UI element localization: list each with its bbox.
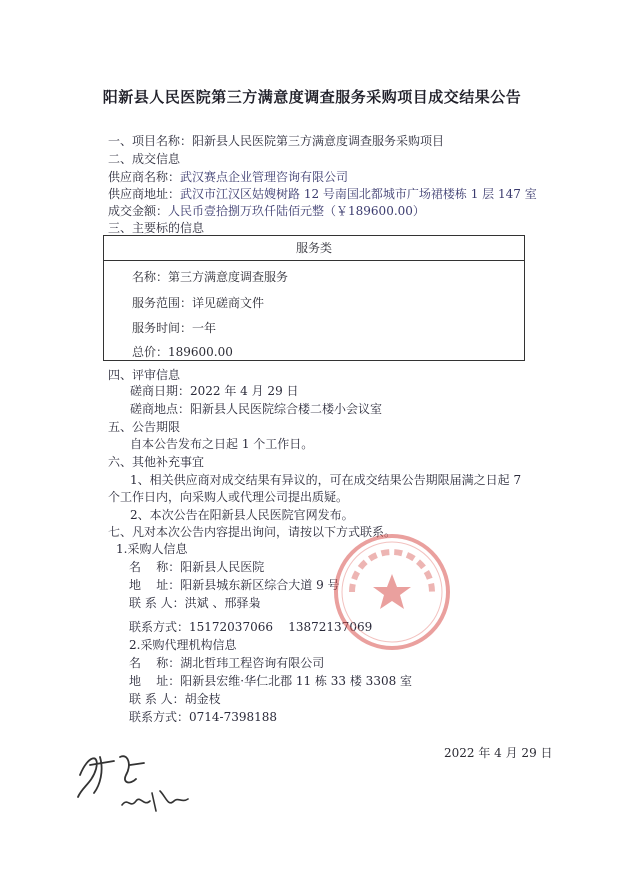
section-period: 五、公告期限 bbox=[108, 420, 181, 434]
announcement-period: 自本公告发布之日起 1 个工作日。 bbox=[130, 437, 314, 451]
table-row-total: 总价：189600.00 bbox=[132, 345, 233, 359]
deal-amount-row bbox=[108, 203, 425, 219]
page-title: 阳新县人民医院第三方满意度调查服务采购项目成交结果公告 bbox=[102, 88, 522, 106]
buyer-info-title: 1.采购人信息 bbox=[116, 542, 188, 556]
table-row-scope: 服务范围：详见磋商文件 bbox=[132, 296, 265, 310]
buyer-phone: 联系方式：15172037066 13872137069 bbox=[129, 620, 373, 634]
supplier-address-label: 供应商地址： bbox=[108, 187, 181, 201]
supplier-name-label: 供应商名称： bbox=[108, 170, 181, 184]
buyer-address: 地 址：阳新县城东新区综合大道 9 号 bbox=[129, 578, 340, 592]
agent-info-title: 2.采购代理机构信息 bbox=[129, 638, 237, 652]
supplier-name: 武汉赛点企业管理咨询有限公司 bbox=[180, 170, 349, 184]
section-deal-info: 二、成交信息 bbox=[108, 152, 181, 166]
section-supplement: 六、其他补充事宜 bbox=[108, 455, 205, 469]
supplier-address: 武汉市江汉区姑嫂树路 12 号南国北都城市广场裙楼栋 1 层 147 室 bbox=[180, 187, 537, 201]
section-main-subject: 三、主要标的信息 bbox=[108, 221, 205, 235]
subject-table bbox=[103, 235, 525, 361]
announcement-date: 2022 年 4 月 29 日 bbox=[444, 746, 553, 760]
agent-phone: 联系方式：0714-7398188 bbox=[129, 710, 278, 724]
deal-amount-label: 成交金额： bbox=[108, 204, 169, 218]
table-header: 服务类 bbox=[104, 236, 524, 261]
official-seal-icon bbox=[330, 530, 454, 654]
supplier-address-row bbox=[108, 186, 537, 202]
note-1-line-1: 1、相关供应商对成交结果有异议的，可在成交结果公告期限届满之日起 7 bbox=[130, 473, 522, 487]
note-2: 2、本次公告在阳新县人民医院官网发布。 bbox=[130, 508, 354, 522]
review-place: 磋商地点：阳新县人民医院综合楼二楼小会议室 bbox=[130, 402, 383, 416]
agent-contact: 联 系 人：胡金枝 bbox=[129, 692, 221, 706]
agent-name: 名 称：湖北哲玮工程咨询有限公司 bbox=[129, 656, 325, 670]
note-1-line-2: 个工作日内，向采购人或代理公司提出质疑。 bbox=[108, 490, 349, 504]
supplier-name-row bbox=[108, 169, 348, 185]
buyer-contact: 联 系 人：洪斌 、邢驿枭 bbox=[129, 596, 261, 610]
deal-amount: 人民币壹拾捌万玖仟陆佰元整（￥189600.00） bbox=[168, 204, 425, 218]
signature-icon bbox=[70, 735, 200, 825]
buyer-name: 名 称：阳新县人民医院 bbox=[129, 560, 265, 574]
table-row-time: 服务时间：一年 bbox=[132, 321, 217, 335]
section-review: 四、评审信息 bbox=[108, 368, 181, 382]
section-contact: 七、凡对本次公告内容提出询问，请按以下方式联系。 bbox=[108, 525, 397, 539]
agent-address: 地 址：阳新县宏维·华仁北郡 11 栋 33 楼 3308 室 bbox=[129, 674, 413, 688]
section-project-name: 一、项目名称：阳新县人民医院第三方满意度调查服务采购项目 bbox=[108, 134, 445, 148]
review-date: 磋商日期：2022 年 4 月 29 日 bbox=[130, 384, 299, 398]
table-row-name: 名称：第三方满意度调查服务 bbox=[132, 270, 289, 284]
